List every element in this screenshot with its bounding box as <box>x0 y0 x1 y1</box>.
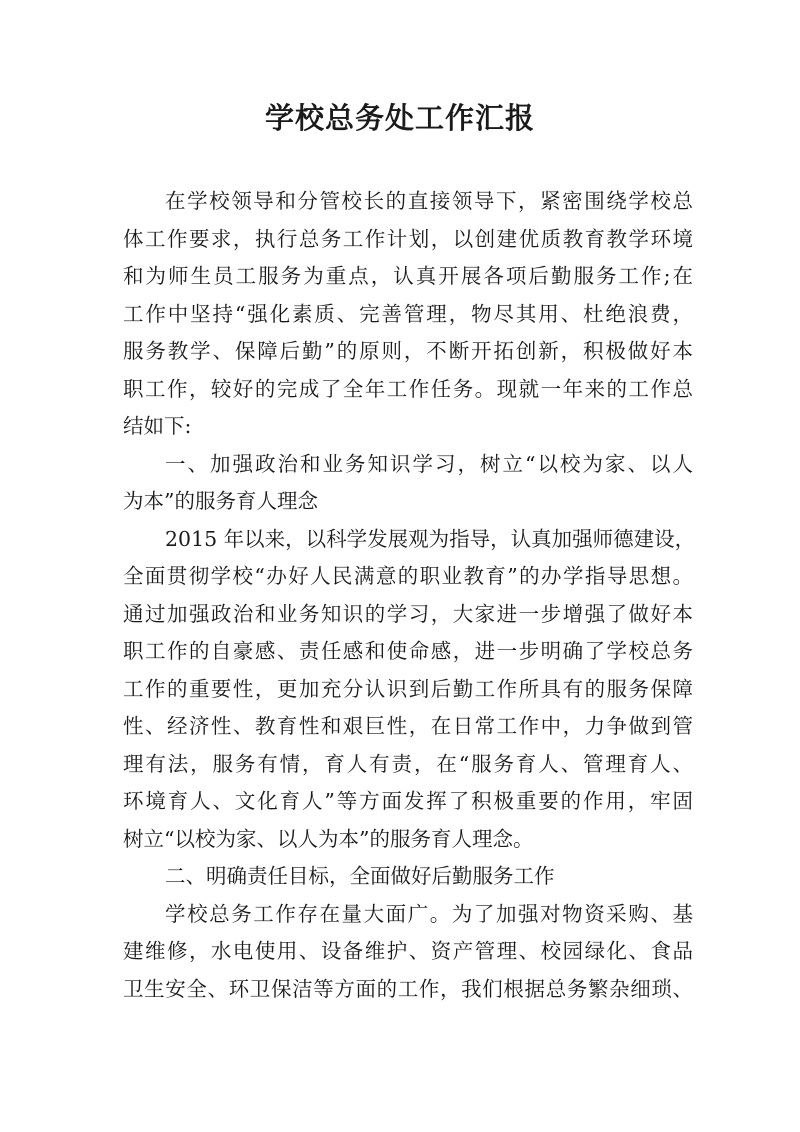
paragraph-line: 工作的重要性，更加充分认识到后勤工作所具有的服务保障 <box>123 676 693 701</box>
paragraph-line: 理有法，服务有情，育人有责，在“服务育人、管理育人、 <box>123 751 693 776</box>
paragraph-line: 性、经济性、教育性和艰巨性，在日常工作中，力争做到管 <box>123 714 693 738</box>
paragraph-line: 在学校领导和分管校长的直接领导下，紧密围绕学校总 <box>165 189 693 213</box>
paragraph-line: 环境育人、文化育人”等方面发挥了积极重要的作用，牢固 <box>123 789 693 813</box>
section-heading-line: 为本”的服务育人理念 <box>123 489 318 513</box>
paragraph-line: 职工作，较好的完成了全年工作任务。现就一年来的工作总 <box>123 376 693 401</box>
document-body <box>123 183 696 1008</box>
paragraph-line: 体工作要求，执行总务工作计划，以创建优质教育教学环境 <box>123 226 693 251</box>
paragraph-line: 全面贯彻学校“办好人民满意的职业教育”的办学指导思想。 <box>123 564 693 588</box>
paragraph-line: 通过加强政治和业务知识的学习，大家进一步增强了做好本 <box>123 601 693 626</box>
section-heading-line: 二、明确责任目标，全面做好后勤服务工作 <box>165 864 555 888</box>
paragraph-line: 2015 年以来，以科学发展观为指导，认真加强师德建设， <box>165 526 696 551</box>
paragraph-line: 建维修，水电使用、设备维护、资产管理、校园绿化、食品 <box>123 939 693 963</box>
paragraph-line: 职工作的自豪感、责任感和使命感，进一步明确了学校总务 <box>123 639 693 663</box>
paragraph-line: 结如下: <box>123 414 192 438</box>
document-title: 学校总务处工作汇报 <box>264 101 535 135</box>
paragraph-line: 服务教学、保障后勤”的原则，不断开拓创新，积极做好本 <box>123 339 693 363</box>
paragraph-line: 树立“以校为家、以人为本”的服务育人理念。 <box>123 826 534 851</box>
paragraph-line: 学校总务工作存在量大面广。为了加强对物资采购、基 <box>165 901 693 926</box>
paragraph-line: 卫生安全、环卫保洁等方面的工作，我们根据总务繁杂细琐、 <box>123 976 693 1001</box>
section-heading-line: 一、加强政治和业务知识学习，树立“以校为家、以人 <box>165 451 693 476</box>
paragraph-line: 工作中坚持“强化素质、完善管理，物尽其用、杜绝浪费， <box>123 301 693 326</box>
paragraph-line: 和为师生员工服务为重点，认真开展各项后勤服务工作;在 <box>123 264 693 288</box>
